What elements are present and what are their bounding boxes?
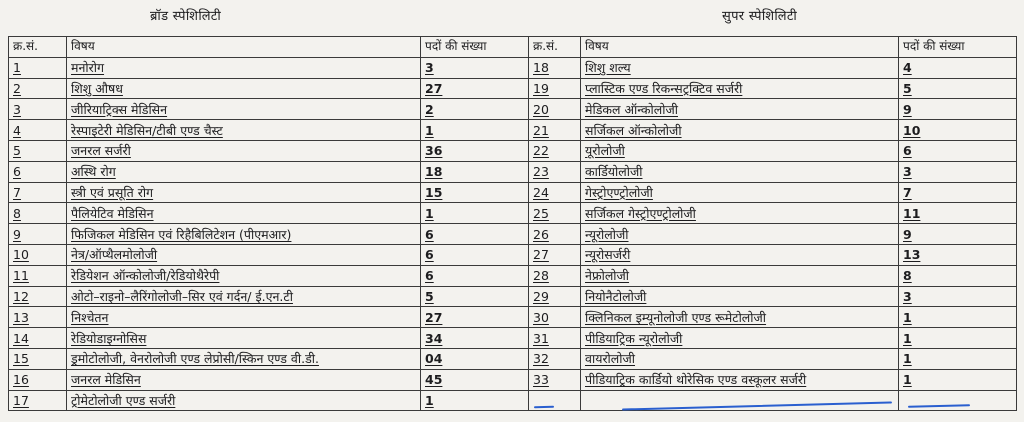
broad-sr-cell	[9, 328, 67, 349]
table-row	[9, 120, 1017, 141]
super-sr: 29	[533, 288, 549, 304]
broad-sr-cell	[9, 161, 67, 182]
super-sr-cell	[529, 307, 581, 328]
broad-subject: जनरल मेडिसिन	[71, 372, 141, 388]
super-subject: न्यूरोसर्जरी	[585, 247, 631, 263]
super-posts-cell	[899, 265, 1017, 286]
broad-posts: 1	[425, 122, 434, 138]
broad-posts-cell	[421, 99, 529, 120]
super-sr-cell	[529, 265, 581, 286]
broad-posts-cell	[421, 78, 529, 99]
broad-posts-cell	[421, 182, 529, 203]
super-sr: 33	[533, 372, 549, 388]
broad-subject-cell	[67, 78, 421, 99]
super-subject-cell	[581, 224, 899, 245]
super-subject-cell	[581, 120, 899, 141]
super-sr: 27	[533, 247, 549, 263]
table-row	[9, 348, 1017, 369]
super-posts-cell	[899, 99, 1017, 120]
broad-posts-cell	[421, 390, 529, 411]
broad-posts-cell	[421, 244, 529, 265]
super-posts-cell	[899, 328, 1017, 349]
super-posts: 9	[903, 226, 912, 242]
super-subject-cell	[581, 161, 899, 182]
broad-sr: 12	[13, 288, 29, 304]
table-row	[9, 265, 1017, 286]
super-posts: 3	[903, 164, 912, 180]
broad-sr: 17	[13, 392, 29, 408]
broad-subject: नेत्र/ऑप्थैलमोलोजी	[71, 247, 158, 263]
super-posts: 1	[903, 351, 912, 367]
broad-subject-cell	[67, 390, 421, 411]
broad-subject-cell	[67, 99, 421, 120]
super-sr-cell	[529, 120, 581, 141]
col-header-posts-super: पदों की संख्या	[899, 37, 1017, 58]
broad-posts: 27	[425, 80, 443, 96]
super-sr: 18	[533, 60, 549, 76]
super-posts: 3	[903, 288, 912, 304]
super-subject: पीडियाट्रिक कार्डियो थोरेसिक एण्ड वस्कूलर सर्जरी	[585, 372, 807, 388]
super-posts: 6	[903, 143, 912, 159]
broad-posts-cell	[421, 348, 529, 369]
broad-posts: 1	[425, 392, 434, 408]
broad-subject-cell	[67, 120, 421, 141]
super-subject: मेडिकल ऑन्कोलोजी	[585, 101, 678, 117]
broad-sr: 10	[13, 247, 29, 263]
broad-posts-cell	[421, 203, 529, 224]
super-subject: सर्जिकल ऑन्कोलोजी	[585, 122, 682, 138]
broad-posts: 18	[425, 164, 443, 180]
super-subject-cell	[581, 348, 899, 369]
broad-posts: 15	[425, 184, 443, 200]
super-posts-cell	[899, 78, 1017, 99]
super-subject-cell	[581, 182, 899, 203]
broad-subject-cell	[67, 348, 421, 369]
broad-posts: 1	[425, 205, 434, 221]
speciality-posts-table	[8, 36, 1017, 411]
broad-sr: 5	[13, 143, 21, 159]
super-subject-cell	[581, 78, 899, 99]
super-sr: 26	[533, 226, 549, 242]
super-posts-cell	[899, 390, 1017, 411]
super-posts-cell	[899, 286, 1017, 307]
table-row	[9, 390, 1017, 411]
super-sr-cell	[529, 203, 581, 224]
super-posts: 1	[903, 372, 912, 388]
table-row	[9, 244, 1017, 265]
heading-super-speciality: सुपर स्पेशिलिटी	[722, 9, 798, 24]
super-subject: यूरोलोजी	[585, 143, 625, 159]
super-subject: कार्डियोलोजी	[585, 164, 643, 180]
col-header-sr-broad: क्र.सं.	[9, 37, 67, 58]
broad-subject: ड्रमोटोलोजी, वेनरोलोजी एण्ड लेप्रोसी/स्किन एण्ड वी.डी.	[71, 351, 319, 367]
super-subject-cell	[581, 328, 899, 349]
super-posts: 13	[903, 247, 921, 263]
broad-posts-cell	[421, 161, 529, 182]
broad-subject: शिशु औषध	[71, 80, 123, 96]
super-subject-cell	[581, 265, 899, 286]
broad-posts: 6	[425, 268, 434, 284]
super-posts: 1	[903, 309, 912, 325]
broad-subject-cell	[67, 182, 421, 203]
broad-sr-cell	[9, 224, 67, 245]
table-row	[9, 161, 1017, 182]
super-sr-cell	[529, 328, 581, 349]
super-sr: 22	[533, 143, 549, 159]
super-subject-cell	[581, 99, 899, 120]
super-posts-cell	[899, 161, 1017, 182]
table-row	[9, 328, 1017, 349]
broad-posts: 36	[425, 143, 443, 159]
super-posts-cell	[899, 140, 1017, 161]
super-posts: 4	[903, 60, 912, 76]
broad-subject: पैलियेटिव मेडिसिन	[71, 205, 154, 221]
col-header-posts-broad: पदों की संख्या	[421, 37, 529, 58]
broad-subject: रेस्पाइटेरी मेडिसिन/टीबी एण्ड चैस्ट	[71, 122, 223, 138]
super-sr: 31	[533, 330, 549, 346]
broad-subject: जीरियाट्रिक्स मेडिसिन	[71, 101, 168, 117]
broad-subject: जनरल सर्जरी	[71, 143, 131, 159]
broad-subject: ट्रोमेटोलोजी एण्ड सर्जरी	[71, 392, 176, 408]
super-sr-cell	[529, 244, 581, 265]
super-sr: 25	[533, 205, 549, 221]
broad-sr-cell	[9, 140, 67, 161]
super-sr-cell	[529, 78, 581, 99]
broad-subject-cell	[67, 161, 421, 182]
super-subject: नेफ्रोलोजी	[585, 268, 630, 284]
super-subject: प्लास्टिक एण्ड रिकन्सट्रक्टिव सर्जरी	[585, 80, 743, 96]
broad-sr: 3	[13, 101, 21, 117]
broad-subject: मनोरोग	[71, 60, 105, 76]
super-posts: 5	[903, 80, 912, 96]
broad-posts: 45	[425, 372, 443, 388]
broad-posts: 3	[425, 60, 434, 76]
super-subject: नियोनैटोलोजी	[585, 288, 647, 304]
broad-posts-cell	[421, 307, 529, 328]
super-posts-cell	[899, 244, 1017, 265]
table-row	[9, 78, 1017, 99]
broad-posts: 6	[425, 247, 434, 263]
broad-sr-cell	[9, 120, 67, 141]
super-subject-cell	[581, 307, 899, 328]
table-row	[9, 57, 1017, 78]
broad-subject-cell	[67, 224, 421, 245]
broad-sr: 2	[13, 80, 21, 96]
broad-subject: अस्थि रोग	[71, 164, 116, 180]
broad-sr-cell	[9, 99, 67, 120]
super-posts: 9	[903, 101, 912, 117]
table-header-row	[9, 37, 1017, 58]
col-header-sr-super: क्र.सं.	[529, 37, 581, 58]
broad-subject: निश्चेतन	[71, 309, 109, 325]
broad-posts: 04	[425, 351, 443, 367]
broad-sr: 8	[13, 205, 21, 221]
broad-subject-cell	[67, 57, 421, 78]
super-posts-cell	[899, 307, 1017, 328]
table-row	[9, 140, 1017, 161]
broad-sr: 1	[13, 60, 21, 76]
broad-subject-cell	[67, 307, 421, 328]
broad-sr-cell	[9, 244, 67, 265]
super-sr: 32	[533, 351, 549, 367]
super-posts-cell	[899, 203, 1017, 224]
super-sr-cell	[529, 286, 581, 307]
super-sr-cell	[529, 57, 581, 78]
heading-broad-speciality: ब्रॉड स्पेशिलिटी	[150, 9, 222, 24]
broad-subject: रेडियोडाइग्नोसिस	[71, 330, 147, 346]
super-posts-cell	[899, 182, 1017, 203]
super-posts: 10	[903, 122, 921, 138]
super-posts: 11	[903, 205, 921, 221]
broad-sr-cell	[9, 265, 67, 286]
broad-subject-cell	[67, 265, 421, 286]
super-subject-cell	[581, 140, 899, 161]
super-sr-cell	[529, 224, 581, 245]
table-body	[9, 57, 1017, 411]
broad-posts-cell	[421, 265, 529, 286]
broad-sr-cell	[9, 369, 67, 390]
super-sr: 30	[533, 309, 549, 325]
super-sr: 28	[533, 268, 549, 284]
super-subject: क्लिनिकल इम्यूनोलोजी एण्ड रूमेटोलोजी	[585, 309, 767, 325]
broad-sr: 11	[13, 268, 29, 284]
super-posts-cell	[899, 348, 1017, 369]
broad-posts: 6	[425, 226, 434, 242]
table-row	[9, 182, 1017, 203]
broad-subject: स्त्री एवं प्रसूति रोग	[71, 184, 154, 200]
super-sr-cell	[529, 369, 581, 390]
super-posts: 7	[903, 184, 912, 200]
table-row	[9, 369, 1017, 390]
super-sr: 23	[533, 164, 549, 180]
table-row	[9, 203, 1017, 224]
super-sr-cell	[529, 348, 581, 369]
super-subject-cell	[581, 203, 899, 224]
broad-sr-cell	[9, 348, 67, 369]
broad-sr-cell	[9, 182, 67, 203]
broad-sr: 14	[13, 330, 29, 346]
broad-posts-cell	[421, 369, 529, 390]
super-subject-cell	[581, 244, 899, 265]
super-posts: 1	[903, 330, 912, 346]
broad-sr-cell	[9, 78, 67, 99]
broad-sr-cell	[9, 286, 67, 307]
broad-sr: 16	[13, 372, 29, 388]
col-header-subject-super: विषय	[581, 37, 899, 58]
super-sr-cell	[529, 99, 581, 120]
broad-posts-cell	[421, 328, 529, 349]
super-subject-cell	[581, 57, 899, 78]
broad-subject-cell	[67, 369, 421, 390]
broad-subject-cell	[67, 140, 421, 161]
broad-posts: 2	[425, 101, 434, 117]
broad-sr-cell	[9, 57, 67, 78]
broad-posts: 5	[425, 288, 434, 304]
table-row	[9, 99, 1017, 120]
super-sr-cell	[529, 140, 581, 161]
broad-sr-cell	[9, 307, 67, 328]
super-sr-cell	[529, 161, 581, 182]
broad-subject-cell	[67, 328, 421, 349]
table-row	[9, 307, 1017, 328]
broad-sr-cell	[9, 203, 67, 224]
broad-posts: 27	[425, 309, 443, 325]
broad-subject-cell	[67, 286, 421, 307]
broad-posts: 34	[425, 330, 443, 346]
super-subject: न्यूरोलोजी	[585, 226, 629, 242]
super-posts-cell	[899, 120, 1017, 141]
super-sr: 19	[533, 80, 549, 96]
broad-subject-cell	[67, 244, 421, 265]
broad-posts-cell	[421, 57, 529, 78]
super-sr-cell	[529, 182, 581, 203]
broad-sr: 13	[13, 309, 29, 325]
broad-subject-cell	[67, 203, 421, 224]
broad-posts-cell	[421, 120, 529, 141]
super-subject: शिशु शल्य	[585, 60, 631, 76]
broad-posts-cell	[421, 140, 529, 161]
super-posts: 8	[903, 268, 912, 284]
broad-sr: 4	[13, 122, 21, 138]
broad-posts-cell	[421, 286, 529, 307]
super-posts-cell	[899, 224, 1017, 245]
super-sr: 21	[533, 122, 549, 138]
table-row	[9, 224, 1017, 245]
broad-subject: रेडियेशन ऑन्कोलोजी/रेडियोथैरेपी	[71, 268, 220, 284]
broad-sr: 7	[13, 184, 21, 200]
super-sr: 24	[533, 184, 549, 200]
broad-posts-cell	[421, 224, 529, 245]
super-subject: वायरोलोजी	[585, 351, 636, 367]
super-subject-cell	[581, 286, 899, 307]
broad-sr: 15	[13, 351, 29, 367]
super-posts-cell	[899, 57, 1017, 78]
table-row	[9, 286, 1017, 307]
super-subject: पीडियाट्रिक न्यूरोलोजी	[585, 330, 683, 346]
super-subject: सर्जिकल गेस्ट्रोएण्ट्रोलोजी	[585, 205, 696, 221]
broad-subject: फिजिकल मेडिसिन एवं रिहैबिलिटेशन (पीएमआर)	[71, 226, 292, 242]
super-subject-cell	[581, 369, 899, 390]
super-subject: गेस्ट्रोएण्ट्रोलोजी	[585, 184, 653, 200]
broad-sr-cell	[9, 390, 67, 411]
broad-subject: ओटो–राइनो–लैरिंगोलोजी–सिर एवं गर्दन/ ई.एन.टी	[71, 288, 293, 304]
super-posts-cell	[899, 369, 1017, 390]
col-header-subject-broad: विषय	[67, 37, 421, 58]
broad-sr: 6	[13, 164, 21, 180]
broad-sr: 9	[13, 226, 21, 242]
super-sr: 20	[533, 101, 549, 117]
